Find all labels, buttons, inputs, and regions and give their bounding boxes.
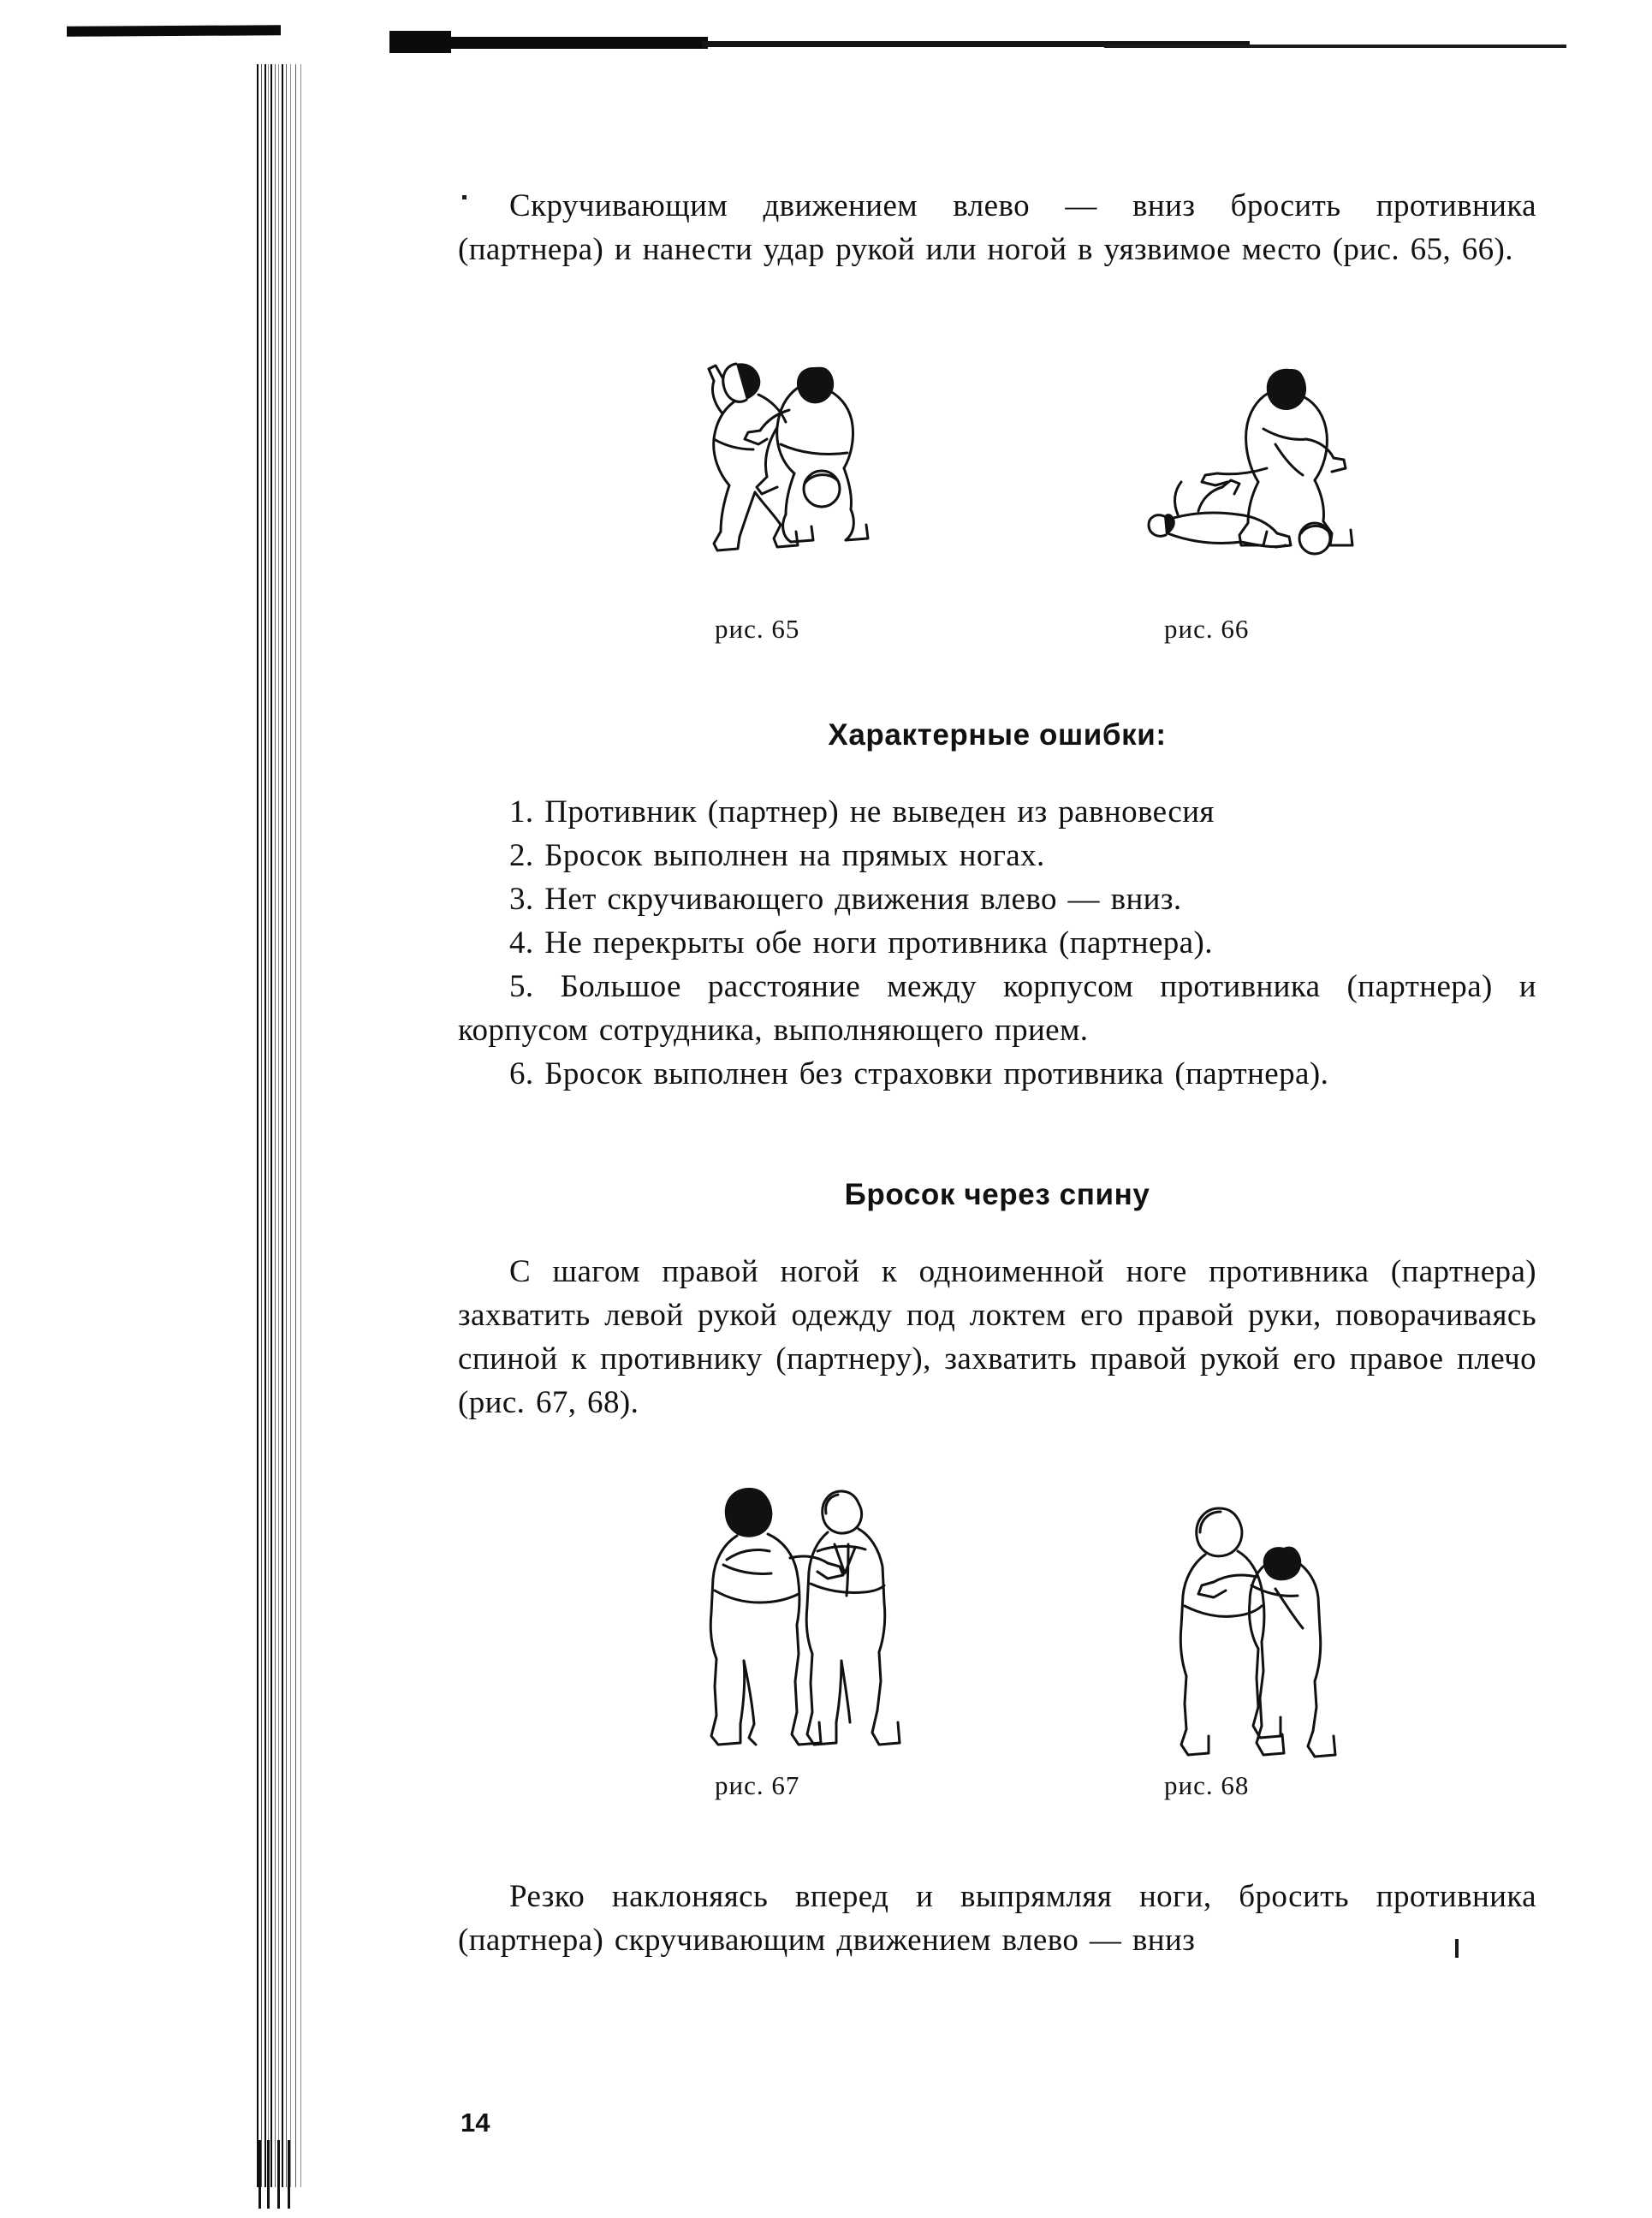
- paragraph-throw-completion: Резко наклоняясь вперед и выпрямляя ноги, бросить противника (партнера) скручивающим движением влево — вниз: [458, 1879, 1536, 1958]
- paragraph-throw-instruction: Скручивающим движением влево — вниз бросить противника (партнера) и нанести удар рукой или ногой в уязвимое место (рис. 65, 66).: [458, 188, 1536, 267]
- list-item: 3. Нет скручивающего движения влево — вниз.: [509, 882, 1182, 917]
- judo-groundwork-illustration-66: [1138, 340, 1387, 597]
- figure-caption-68: рис. 68: [1164, 1770, 1250, 1800]
- scan-artifact-book-spine: [257, 64, 305, 2187]
- judo-grip-illustration-67: [689, 1462, 912, 1770]
- judo-back-throw-illustration-68: [1156, 1488, 1361, 1770]
- caption-row-65-66: [458, 614, 1536, 658]
- typical-errors-list: [458, 790, 1536, 1096]
- figure-caption-67: рис. 67: [715, 1770, 800, 1800]
- scan-artifact-top-hairline: [1104, 45, 1566, 48]
- list-item: 6. Бросок выполнен без страховки противника (партнера).: [509, 1056, 1329, 1091]
- scan-artifact-top-left: [67, 25, 281, 37]
- figure-caption-66: рис. 66: [1164, 614, 1250, 644]
- list-item: 5. Большое расстояние между корпусом противника (партнера) и корпусом сотрудника, выполняющего прием.: [458, 969, 1536, 1048]
- scan-artifact-spine-foot: [257, 2140, 296, 2209]
- judo-throw-illustration-65: [685, 331, 907, 588]
- list-item: 1. Противник (партнер) не выведен из равновесия: [509, 794, 1215, 830]
- figure-row-65-66: [458, 331, 1536, 614]
- figure-caption-65: рис. 65: [715, 614, 800, 644]
- scan-artifact-top-right: [451, 37, 708, 49]
- page-number: 14: [461, 2108, 490, 2138]
- paragraph-back-throw-instruction: С шагом правой ногой к одноименной ноге противника (партнера) захватить левой рукой одежду под локтем его правой руки, поворачиваясь спиной к противнику (партнеру), захватить правой рукой его правое плечо (рис. 67, 68).: [458, 1254, 1536, 1420]
- section-heading-typical-errors: Характерные ошибки:: [828, 718, 1167, 752]
- caption-row-67-68: [458, 1770, 1536, 1815]
- section-heading-back-throw: Бросок через спину: [844, 1178, 1150, 1211]
- list-item: 2. Бросок выполнен на прямых ногах.: [509, 838, 1045, 873]
- figure-row-67-68: [458, 1462, 1536, 1770]
- list-item: 4. Не перекрыты обе ноги противника (партнера).: [509, 925, 1213, 960]
- scan-artifact-top-middle: [389, 31, 451, 53]
- page-text-column: [458, 184, 1536, 1962]
